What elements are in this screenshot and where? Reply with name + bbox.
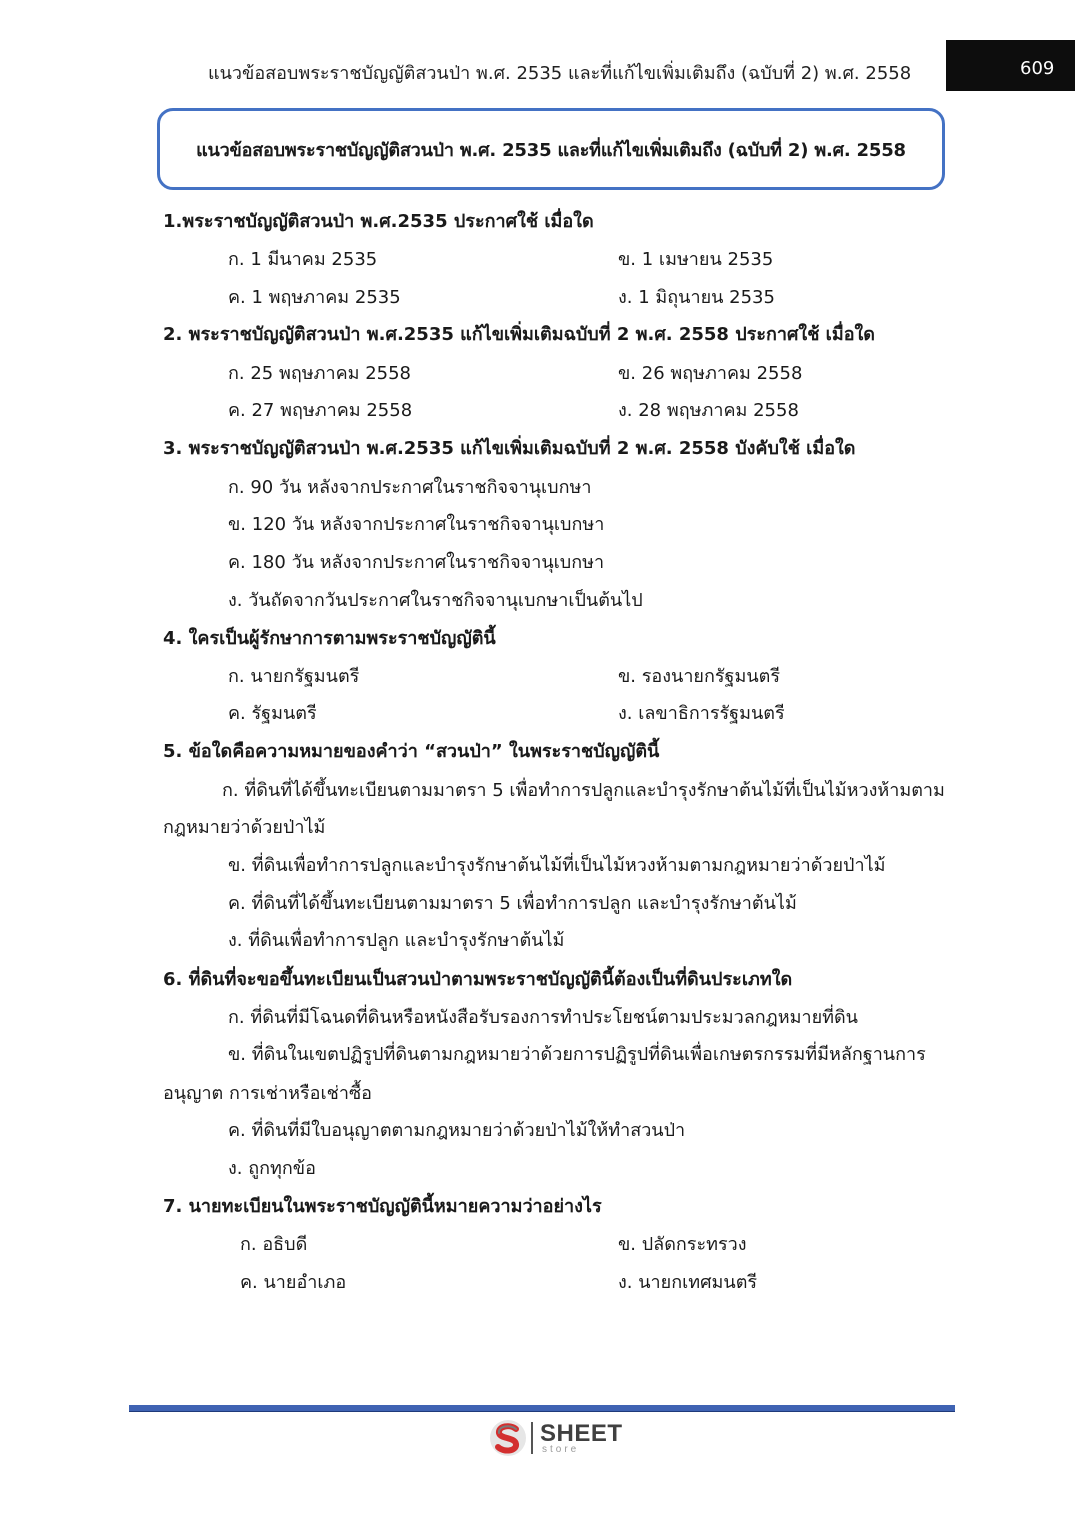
q7-choice-d: ง. นายกเทศมนตรี (618, 1272, 758, 1293)
q6-choice-b-line1: ข. ที่ดินในเขตปฏิรูปที่ดินตามกฎหมายว่าด้วยการปฏิรูปที่ดินเพื่อเกษตรกรรมที่มีหลักฐานการ (228, 1044, 926, 1065)
question-7: 7. นายทะเบียนในพระราชบัญญัตินี้หมายความว่าอย่างไร (163, 1196, 602, 1217)
question-6: 6. ที่ดินที่จะขอขึ้นทะเบียนเป็นสวนป่าตามพระราชบัญญัตินี้ต้องเป็นที่ดินประเภทใด (163, 969, 793, 990)
q2-choice-a: ก. 25 พฤษภาคม 2558 (228, 363, 412, 384)
q5-choice-a-line2: กฎหมายว่าด้วยป่าไม้ (163, 817, 326, 838)
running-header: แนวข้อสอบพระราชบัญญัติสวนป่า พ.ศ. 2535 และที่แก้ไขเพิ่มเติมถึง (ฉบับที่ 2) พ.ศ. 2558 (208, 63, 912, 84)
q4-choice-c: ค. รัฐมนตรี (228, 703, 317, 724)
question-2: 2. พระราชบัญญัติสวนป่า พ.ศ.2535 แก้ไขเพิ่มเติมฉบับที่ 2 พ.ศ. 2558 ประกาศใช้ เมื่อใด (163, 324, 875, 345)
q6-choice-a: ก. ที่ดินที่มีโฉนดที่ดินหรือหนังสือรับรองการทำประโยชน์ตามประมวลกฎหมายที่ดิน (228, 1007, 858, 1028)
q6-choice-b-line2: อนุญาต การเช่าหรือเช่าซื้อ (163, 1083, 372, 1104)
q3-choice-a: ก. 90 วัน หลังจากประกาศในราชกิจจานุเบกษา (228, 477, 592, 498)
question-1: 1.พระราชบัญญัติสวนป่า พ.ศ.2535 ประกาศใช้ เมื่อใด (163, 211, 594, 232)
page-number: 609 (1020, 58, 1055, 79)
logo-separator (531, 1422, 533, 1454)
q1-choice-c: ค. 1 พฤษภาคม 2535 (228, 287, 401, 308)
footer-rule (129, 1405, 955, 1412)
q3-choice-b: ข. 120 วัน หลังจากประกาศในราชกิจจานุเบกษา (228, 514, 605, 535)
q4-choice-b: ข. รองนายกรัฐมนตรี (618, 666, 780, 687)
q5-choice-b: ข. ที่ดินเพื่อทำการปลูกและบำรุงรักษาต้นไม้ที่เป็นไม้หวงห้ามตามกฎหมายว่าด้วยป่าไม้ (228, 855, 886, 876)
q2-choice-b: ข. 26 พฤษภาคม 2558 (618, 363, 803, 384)
q4-choice-a: ก. นายกรัฐมนตรี (228, 666, 360, 687)
question-3: 3. พระราชบัญญัติสวนป่า พ.ศ.2535 แก้ไขเพิ่มเติมฉบับที่ 2 พ.ศ. 2558 บังคับใช้ เมื่อใด (163, 438, 856, 459)
section-title: แนวข้อสอบพระราชบัญญัติสวนป่า พ.ศ. 2535 และที่แก้ไขเพิ่มเติมถึง (ฉบับที่ 2) พ.ศ. 2558 (196, 139, 906, 161)
sheet-s-logo-icon (488, 1418, 528, 1458)
q5-choice-d: ง. ที่ดินเพื่อทำการปลูก และบำรุงรักษาต้นไม้ (228, 930, 565, 951)
q7-choice-b: ข. ปลัดกระทรวง (618, 1234, 747, 1255)
q1-choice-d: ง. 1 มิถุนายน 2535 (618, 287, 775, 308)
q1-choice-b: ข. 1 เมษายน 2535 (618, 249, 774, 270)
q5-choice-c: ค. ที่ดินที่ได้ขึ้นทะเบียนตามมาตรา 5 เพื่อทำการปลูก และบำรุงรักษาต้นไม้ (228, 893, 797, 914)
logo-subtext: store (542, 1444, 580, 1455)
q7-choice-c: ค. นายอำเภอ (240, 1272, 347, 1293)
q3-choice-c: ค. 180 วัน หลังจากประกาศในราชกิจจานุเบกษา (228, 552, 605, 573)
section-title-box (157, 108, 945, 190)
page-number-tab (946, 40, 1075, 91)
question-4: 4. ใครเป็นผู้รักษาการตามพระราชบัญญัตินี้ (163, 628, 496, 649)
q4-choice-d: ง. เลขาธิการรัฐมนตรี (618, 703, 785, 724)
q7-choice-a: ก. อธิบดี (240, 1234, 308, 1255)
question-5: 5. ข้อใดคือความหมายของคำว่า “สวนป่า” ในพระราชบัญญัตินี้ (163, 741, 660, 762)
q5-choice-a-line1: ก. ที่ดินที่ได้ขึ้นทะเบียนตามมาตรา 5 เพื่อทำการปลูกและบำรุงรักษาต้นไม้ที่เป็นไม้หวงห้ามตาม (222, 780, 945, 801)
sheet-store-logo (488, 1418, 628, 1460)
logo-wordmark: SHEET (540, 1420, 623, 1447)
q2-choice-d: ง. 28 พฤษภาคม 2558 (618, 400, 799, 421)
q6-choice-d: ง. ถูกทุกข้อ (228, 1158, 316, 1179)
q3-choice-d: ง. วันถัดจากวันประกาศในราชกิจจานุเบกษาเป็นต้นไป (228, 590, 643, 611)
q1-choice-a: ก. 1 มีนาคม 2535 (228, 249, 378, 270)
q6-choice-c: ค. ที่ดินที่มีใบอนุญาตตามกฎหมายว่าด้วยป่าไม้ให้ทำสวนป่า (228, 1120, 686, 1141)
q2-choice-c: ค. 27 พฤษภาคม 2558 (228, 400, 413, 421)
